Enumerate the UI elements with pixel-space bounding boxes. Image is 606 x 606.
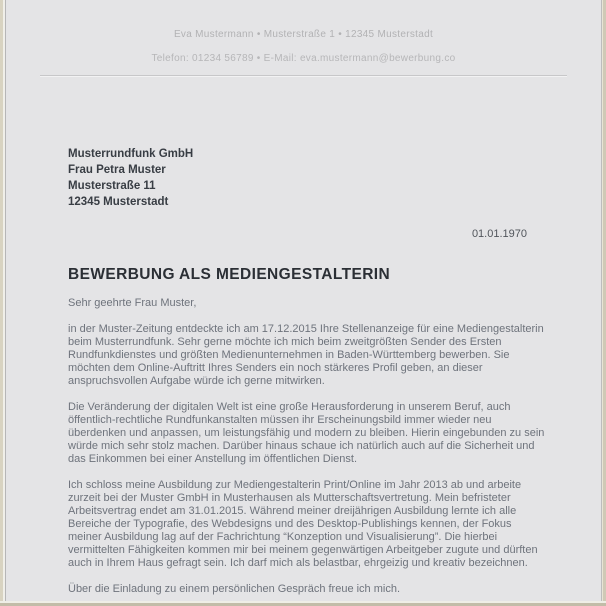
subject-line: BEWERBUNG ALS MEDIENGESTALTERIN: [68, 266, 391, 283]
recipient-company-line: Musterrundfunk GmbH: [68, 148, 194, 160]
page-border-bottom: [0, 601, 606, 606]
recipient-contact-line: Frau Petra Muster: [68, 164, 166, 176]
letter-paragraph-qualifications: Ich schloss meine Ausbildung zur Mediengestalterin Print/Online im Jahr 2013 ab und arbeite zurzeit bei der Muster GmbH in Musterhausen als Mutterschaftsvertretung. Mein befristeter Arbeitsvertrag endet am 31.01.2015. Während meiner dreijährigen Ausbildung lernte ich alle Bereiche der Typografie, des Webdesigns und des Desktop-Publishings kennen, der Fokus meiner Ausbildung lag auf der Fachrichtung “Konzeption und Visualisierung”. Die hierbei vermittelten Fähigkeiten kommen mir bei meinem gegenwärtigen Arbeitgeber zugute und dürften auch in Ihrem Haus gefragt sein. Ich darf mich als belastbar, ehrgeizig und kreativ bezeichnen.: [68, 479, 538, 569]
recipient-address: [68, 146, 545, 210]
letter-date: 01.01.1970: [471, 228, 527, 240]
letter-paragraph-intro: in der Muster-Zeitung entdeckte ich am 17.12.2015 Ihre Stellenanzeige für eine Mediengestalterin beim Musterrundfunk. Sehr gerne möchte ich mich beim zweitgrößten Sender des Ersten Rundfunkdienstes und größten Medienunternehmen in Baden-Württemberg bewerben. Sie möchten dem Online-Auftritt Ihres Senders ein noch stärkeres Profil geben, an dieser anspruchsvollen Aufgabe würde ich gerne mitwirken.: [68, 323, 544, 387]
sender-phone-email-line: Telefon: 01234 56789 • E-Mail: eva.mustermann@bewerbung.co: [151, 53, 456, 64]
recipient-city-line: 12345 Musterstadt: [68, 196, 169, 208]
letter-body: [68, 297, 545, 596]
sender-header: [6, 29, 601, 76]
page-border-right: [601, 0, 606, 606]
salutation: Sehr geehrte Frau Muster,: [68, 297, 197, 309]
header-divider: [40, 75, 567, 76]
letter-content: [6, 9, 601, 601]
page-border-top: [0, 0, 606, 9]
recipient-street-line: Musterstraße 11: [68, 180, 156, 192]
sender-contact-line: Eva Mustermann • Musterstraße 1 • 12345 Musterstadt: [173, 29, 434, 40]
letter-paragraph-motivation: Die Veränderung der digitalen Welt ist eine große Herausforderung in unserem Beruf, auch öffentlich-rechtliche Rundfunkanstalten müssen ihr Erscheinungsbild immer wieder neu überdenken und anpassen, um leistungsfähig und modern zu bleiben. Hierin eingebunden zu sein würde mich sehr stolz machen. Darüber hinaus schaue ich natürlich auch auf die Sicherheit und das Einkommen bei einer Anstellung im öffentlichen Dienst.: [68, 401, 545, 465]
letter-closing-line: Über die Einladung zu einem persönlichen Gespräch freue ich mich.: [68, 583, 401, 595]
